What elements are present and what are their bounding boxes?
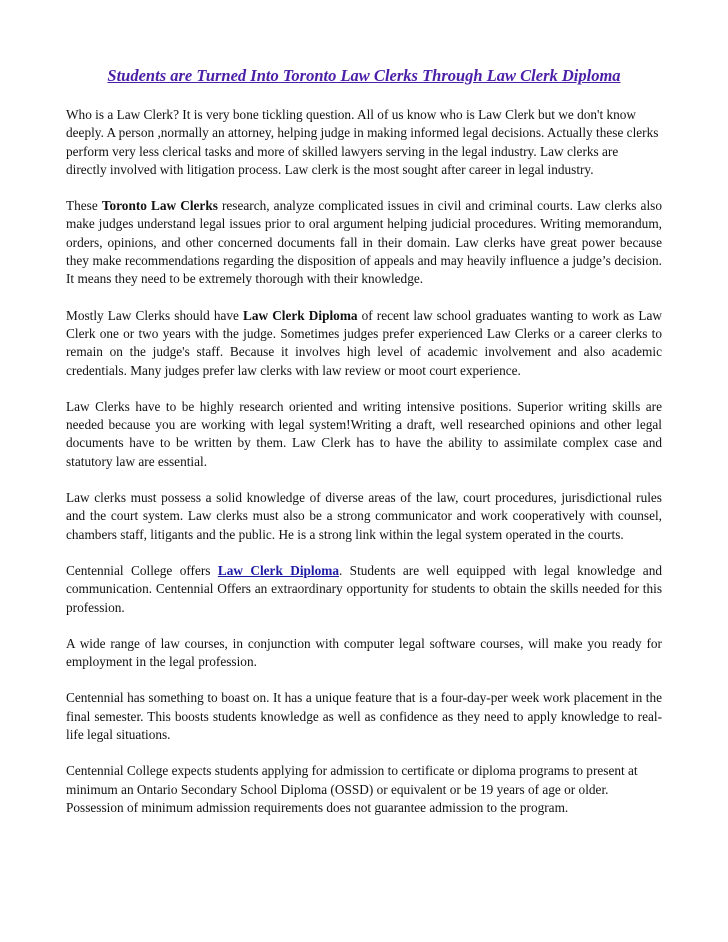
paragraph-6-text-after: . Students are well equipped with legal knowledge and communication. Centennial Offers an extraordinary opportunity for students to obtain the skills needed for this profession. bbox=[66, 562, 662, 615]
law-clerk-diploma-bold: Law Clerk Diploma bbox=[243, 307, 358, 323]
document-page bbox=[66, 64, 662, 835]
paragraph-4: Law Clerks have to be highly research oriented and writing intensive positions. Superior writing skills are needed because you are working with legal system!Writing a draft, well researched opinions and other legal documents have to be written by them. Law Clerk has to have the ability to assimilate complex case and statutory law are essential. bbox=[66, 398, 662, 469]
paragraph-7: A wide range of law courses, in conjunction with computer legal software courses, will make you ready for employment in the legal profession. bbox=[66, 635, 662, 670]
paragraph-8: Centennial has something to boast on. It has a unique feature that is a four-day-per week work placement in the final semester. This boosts students knowledge as well as confidence as they need to apply knowledge to real-life legal situations. bbox=[66, 690, 662, 743]
law-clerk-diploma-link[interactable]: Law Clerk Diploma bbox=[217, 562, 339, 578]
paragraph-1: Who is a Law Clerk? It is very bone tickling question. All of us know who is Law Clerk but we don't know deeply. A person ,normally an attorney, helping judge in making informed legal decisions. Actually these clerks perform very less clerical tasks and more of skilled lawyers serving in the legal industry. Law clerks are directly involved with litigation process. Law clerk is the most sought after career in legal industry. bbox=[66, 107, 659, 177]
toronto-law-clerks-bold: Toronto Law Clerks bbox=[101, 198, 218, 214]
paragraph-6-text-before: Centennial College offers bbox=[66, 562, 218, 578]
paragraph-6 bbox=[66, 562, 662, 617]
paragraph-2-text-before: These bbox=[66, 198, 102, 214]
paragraph-3 bbox=[66, 307, 662, 380]
paragraph-5: Law clerks must possess a solid knowledge of diverse areas of the law, court procedures, jurisdictional rules and the court system. Law clerks must also be a strong communicator and work cooperatively with counsel, chambers staff, litigants and the public. He is a strong link within the legal system operated in the courts. bbox=[66, 490, 662, 542]
paragraph-2 bbox=[66, 197, 662, 288]
paragraph-2-text-after: research, analyze complicated issues in civil and criminal courts. Law clerks also make judges understand legal issues prior to oral argument helping judicial procedures. Writing memorandum, orders, opinions, and other concerned documents fall in their domain. Law clerks have great power because they make recommendations regarding the disposition of appeals and may heavily influence a judge’s decision. It means they need to be extremely thorough with their knowledge. bbox=[66, 198, 662, 287]
paragraph-3-text-after: of recent law school graduates wanting to work as Law Clerk one or two years with the judge. Sometimes judges prefer experienced Law Clerks or a career clerks to remain on the judge's staff. Because it involves high level of academic involvement and also academic credentials. Many judges prefer law clerks with law review or moot court experience. bbox=[66, 307, 662, 378]
document-title[interactable]: Students are Turned Into Toronto Law Clerks Through Law Clerk Diploma bbox=[107, 66, 621, 85]
paragraph-9: Centennial College expects students applying for admission to certificate or diploma programs to present at minimum an Ontario Secondary School Diploma (OSSD) or equivalent or be 19 years of age or older. Possession of minimum admission requirements does not guarantee admission to the program. bbox=[66, 763, 638, 815]
paragraph-3-text-before: Mostly Law Clerks should have bbox=[66, 307, 243, 323]
